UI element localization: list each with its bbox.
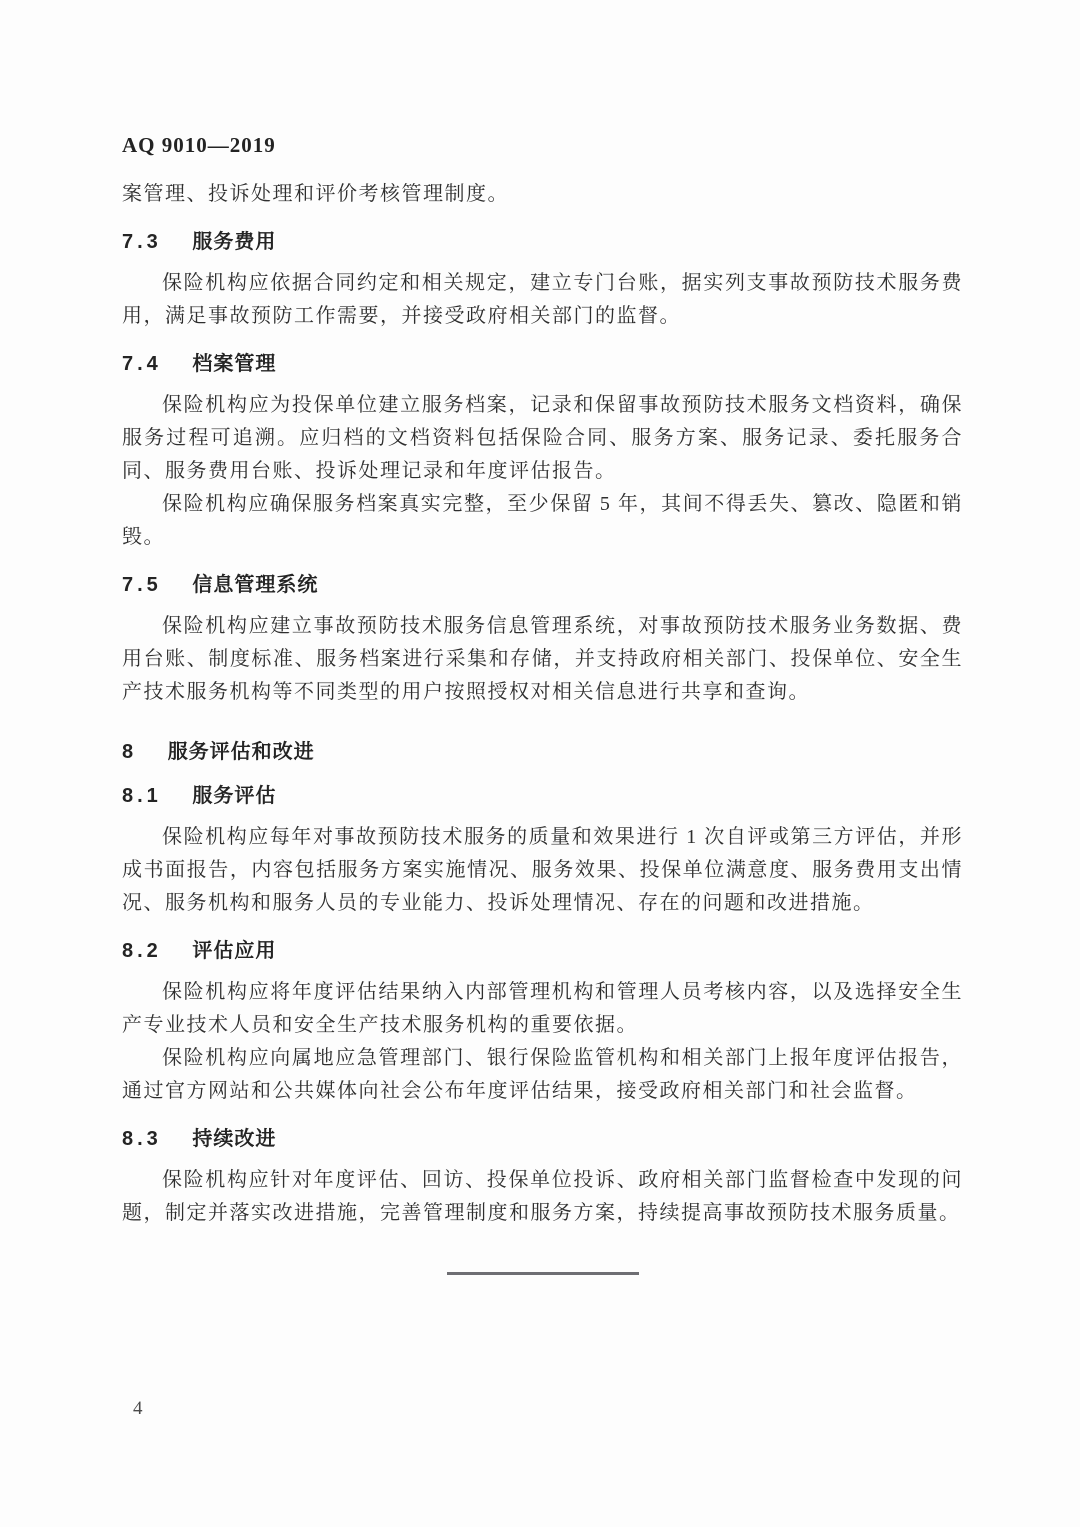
section-number: 7.4 [122,353,162,375]
section-title: 评估应用 [192,940,277,962]
chapter-title: 服务评估和改进 [167,741,315,763]
section-title: 档案管理 [192,353,277,375]
section-number: 8.1 [122,785,162,807]
section-number: 8.3 [122,1128,162,1150]
paragraph: 保险机构应向属地应急管理部门、银行保险监管机构和相关部门上报年度评估报告，通过官方网站和公共媒体向社会公布年度评估结果，接受政府相关部门和社会监督。 [122,1047,963,1102]
section-heading-7-4 [122,351,963,377]
paragraph: 保险机构应将年度评估结果纳入内部管理机构和管理人员考核内容，以及选择安全生产专业技术人员和安全生产技术服务机构的重要依据。 [122,981,963,1036]
paragraph: 保险机构应建立事故预防技术服务信息管理系统，对事故预防技术服务业务数据、费用台账、制度标准、服务档案进行采集和存储，并支持政府相关部门、投保单位、安全生产技术服务机构等不同类型的用户按照授权对相关信息进行共享和查询。 [122,615,963,703]
paragraph: 保险机构应每年对事故预防技术服务的质量和效果进行 1 次自评或第三方评估，并形成书面报告，内容包括服务方案实施情况、服务效果、投保单位满意度、服务费用支出情况、服务机构和服务人员的专业能力、投诉处理情况、存在的问题和改进措施。 [122,826,963,914]
section-title: 持续改进 [192,1128,277,1150]
section-title: 服务评估 [192,785,277,807]
chapter-number: 8 [122,741,138,763]
paragraph: 保险机构应针对年度评估、回访、投保单位投诉、政府相关部门监督检查中发现的问题，制定并落实改进措施，完善管理制度和服务方案，持续提高事故预防技术服务质量。 [122,1169,963,1224]
section-heading-7-3 [122,229,963,255]
continuation-paragraph: 案管理、投诉处理和评价考核管理制度。 [122,183,509,205]
paragraph: 保险机构应确保服务档案真实完整，至少保留 5 年，其间不得丢失、篡改、隐匿和销毁。 [122,493,963,548]
standard-number-header: AQ 9010—2019 [122,133,276,157]
paragraph: 保险机构应依据合同约定和相关规定，建立专门台账，据实列支事故预防技术服务费用，满足事故预防工作需要，并接受政府相关部门的监督。 [122,272,963,327]
section-heading-8-2 [122,938,963,964]
section-heading-7-5 [122,572,963,598]
section-title: 信息管理系统 [192,574,319,596]
end-of-text-rule [447,1272,639,1275]
paragraph: 保险机构应为投保单位建立服务档案，记录和保留事故预防技术服务文档资料，确保服务过程可追溯。应归档的文档资料包括保险合同、服务方案、服务记录、委托服务合同、服务费用台账、投诉处理记录和年度评估报告。 [122,394,963,482]
section-number: 7.3 [122,231,162,253]
section-title: 服务费用 [192,231,277,253]
page-number: 4 [133,1398,143,1419]
section-number: 7.5 [122,574,162,596]
chapter-heading-8 [122,739,963,765]
section-number: 8.2 [122,940,162,962]
section-heading-8-3 [122,1126,963,1152]
section-heading-8-1 [122,783,963,809]
